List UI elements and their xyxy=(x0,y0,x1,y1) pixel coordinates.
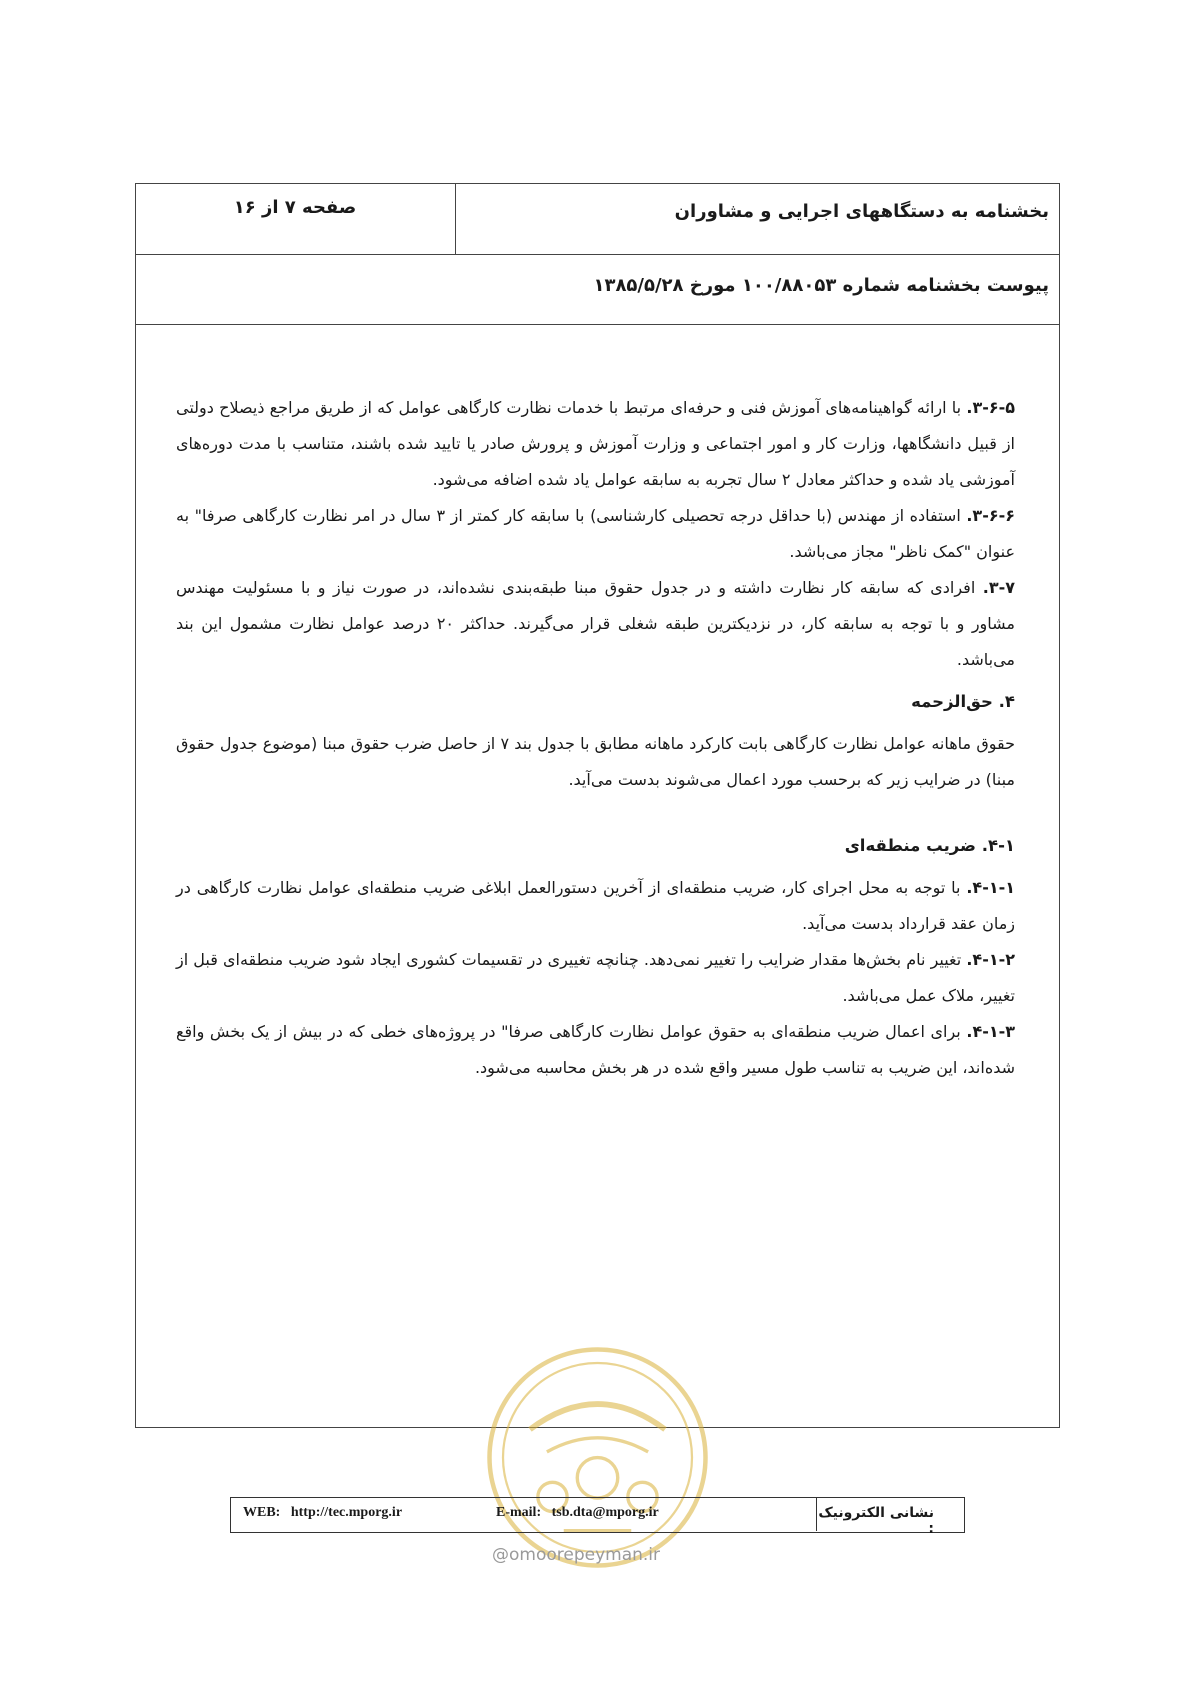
page-number: صفحه ۷ از ۱۶ xyxy=(233,197,357,218)
clause-number: ۳-۶-۶. xyxy=(966,506,1015,525)
clause-number: ۴-۱-۱. xyxy=(966,878,1015,897)
clause-text: تغییر نام بخش‌ها مقدار ضرایب را تغییر نمی‌دهد. چنانچه تغییری در تقسیمات کشوری ایجاد شود ضریب منطقه‌ای قبل از تغییر، ملاک عمل می‌باشد. xyxy=(176,950,1015,1005)
watermark-seal-logo xyxy=(485,1345,710,1570)
footer-contact-box xyxy=(230,1497,965,1537)
clause-number: ۴-۱-۳. xyxy=(966,1022,1016,1041)
section-heading-4-1: ۴-۱. ضریب منطقه‌ای xyxy=(844,836,1015,855)
clause-text: برای اعمال ضریب منطقه‌ای به حقوق عوامل نظارت کارگاهی صرفا" در پروژه‌های خطی که در بیش از یک بخش واقع شده‌اند، این ضریب به تناسب طول مسیر واقع شده در هر بخش محاسبه می‌شود. xyxy=(176,1022,1015,1077)
footer-email-link[interactable]: E-mail: tsb.dta@mporg.ir xyxy=(496,1505,659,1520)
attachment-reference: پیوست بخشنامه شماره ۱۰۰/۸۸۰۵۳ مورخ ۱۳۸۵/۵/۲۸ xyxy=(136,255,1059,325)
clause-number: ۳-۶-۵. xyxy=(966,398,1016,417)
clause-3-6-5 xyxy=(176,390,1015,498)
clause-3-7 xyxy=(176,570,1015,678)
clause-4-1-2 xyxy=(176,942,1015,1014)
clause-text: با توجه به محل اجرای کار، ضریب منطقه‌ای از آخرین دستورالعمل ابلاغی ضریب منطقه‌ای عوامل نظارت کارگاهی در زمان عقد قرارداد بدست می‌آید. xyxy=(176,878,1015,933)
footer-web-link[interactable]: WEB: http://tec.mporg.ir xyxy=(243,1505,403,1520)
section-4-paragraph: حقوق ماهانه عوامل نظارت کارگاهی بابت کارکرد ماهانه مطابق با جدول بند ۷ از حاصل ضرب حقوق مبنا (موضوع جدول حقوق مبنا) در ضرایب زیر که برحسب مورد اعمال می‌شوند بدست می‌آید. xyxy=(176,734,1015,789)
clause-3-6-6 xyxy=(176,498,1015,570)
clause-text: افرادی که سابقه کار نظارت داشته و در جدول حقوق مبنا طبقه‌بندی نشده‌اند، در صورت نیاز و با مسئولیت مهندس مشاور و با توجه به سابقه کار، در نزدیکترین طبقه شغلی قرار می‌گیرند. حداکثر ۲۰ درصد عوامل نظارت مشمول این بند می‌باشد. xyxy=(176,578,1015,669)
spacer xyxy=(176,798,1015,822)
document-title: بخشنامه به دستگاههای اجرایی و مشاوران xyxy=(455,184,1059,254)
clause-number: ۳-۷. xyxy=(982,578,1016,597)
section-heading-4: ۴. حق‌الزحمه xyxy=(911,692,1015,711)
header-row xyxy=(136,184,1059,255)
clause-text: استفاده از مهندس (با حداقل درجه تحصیلی کارشناسی) با سابقه کار کمتر از ۳ سال در امر نظارت کارگاهی صرفا" به عنوان "کمک ناظر" مجاز می‌باشد. xyxy=(176,506,1015,561)
document-body xyxy=(176,390,1015,1086)
clause-number: ۴-۱-۲. xyxy=(966,950,1015,969)
footer-label: نشانی الکترونیک : xyxy=(816,1498,964,1531)
clause-text: با ارائه گواهینامه‌های آموزش فنی و حرفه‌ای مرتبط با خدمات نظارت کارگاهی عوامل که از طریق مراجع ذیصلاح دولتی از قبیل دانشگاهها، وزارت کار و امور اجتماعی و وزارت آموزش و پرورش صادر یا تایید شده باشند، متناسب با مدت دوره‌های آموزشی یاد شده و حداکثر معادل ۲ سال تجربه به سابقه عوامل یاد شده اضافه می‌شود. xyxy=(176,398,1015,489)
clause-4-1-3 xyxy=(176,1014,1015,1086)
document-frame xyxy=(135,183,1060,1428)
watermark-site-text: @omoorepeyman.ir xyxy=(492,1545,661,1565)
clause-4-1-1 xyxy=(176,870,1015,942)
